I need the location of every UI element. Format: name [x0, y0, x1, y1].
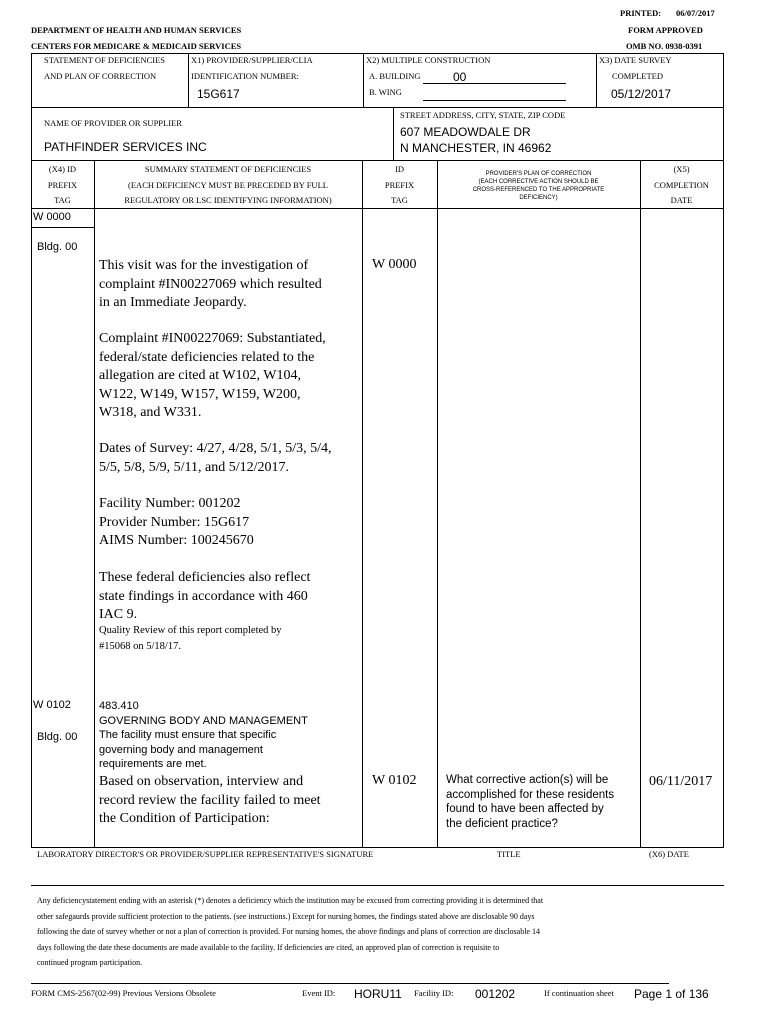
- id-header-3: TAG: [391, 195, 408, 205]
- wing-label: B. WING: [369, 87, 402, 97]
- x4-header-3: TAG: [54, 195, 71, 205]
- x1-label-2: IDENTIFICATION NUMBER:: [191, 71, 299, 81]
- provider-name-label: NAME OF PROVIDER OR SUPPLIER: [44, 118, 182, 128]
- entry1-para3: Dates of Survey: 4/27, 4/28, 5/1, 5/3, 5/4, 5/5, 5/8, 5/9, 5/11, and 5/12/2017.: [99, 441, 332, 475]
- disclosure-notice: Any deficiencystatement ending with an asterisk (*) denotes a deficiency which the institution may be excused from correcting providing it is determined that other safegaurds provide sufficient protection to the patients. (see instructions.) Except for nursing homes, the findings stated above are disclosable 90 days following the date of survey whether or not a plan of correction is provided. For nursing homes, the above findings and plans of correction are disclosable 14 days following the date these documents are made available to the facility. If deficiencies are cited, an approved plan of correction is requisite to continued program participation.: [37, 896, 544, 967]
- entry1-para4: Facility Number: 001202 Provider Number: 15G617 AIMS Number: 100245670: [99, 496, 254, 548]
- summary-header-1: SUMMARY STATEMENT OF DEFICIENCIES: [144, 164, 312, 174]
- entry2-completion-date: 06/11/2017: [649, 774, 713, 789]
- continuation-label: If continuation sheet: [544, 988, 614, 998]
- title-label: TITLE: [497, 849, 521, 859]
- plan-header-1: PROVIDER'S PLAN OF CORRECTION: [485, 171, 592, 177]
- omb-number: OMB NO. 0938-0391: [626, 41, 703, 51]
- form-number: FORM CMS-2567(02-99) Previous Versions Obsolete: [31, 988, 216, 998]
- x4-header-1: (X4) ID: [48, 164, 77, 174]
- entry2-regulation: 483.410 GOVERNING BODY AND MANAGEMENT The facility must ensure that specific governing body and management requirements are met.: [99, 700, 308, 770]
- facility-id-label: Facility ID:: [414, 988, 454, 998]
- director-signature-label: LABORATORY DIRECTOR'S OR PROVIDER/SUPPLIER REPRESENTATIVE'S SIGNATURE: [37, 849, 374, 859]
- x3-label-2: COMPLETED: [612, 71, 663, 81]
- plan-header-2: (EACH CORRECTIVE ACTION SHOULD BE: [478, 179, 599, 185]
- entry2-bldg: Bldg. 00: [37, 731, 78, 743]
- statement-label-1: STATEMENT OF DEFICIENCIES: [44, 55, 166, 65]
- x5-header-1: (X5): [673, 164, 690, 174]
- address-line-2: N MANCHESTER, IN 46962: [400, 141, 552, 155]
- x3-label-1: X3) DATE SURVEY: [599, 55, 672, 65]
- entry2-id-tag: W 0102: [372, 773, 417, 788]
- event-id-value: HORU11: [354, 987, 402, 1001]
- building-value: 00: [453, 70, 467, 84]
- facility-id-value: 001202: [475, 987, 516, 1001]
- x5-header-2: COMPLETION: [654, 180, 709, 190]
- plan-header-3: CROSS-REFERENCED TO THE APPROPRIATE: [472, 187, 605, 193]
- building-label: A. BUILDING: [369, 71, 421, 81]
- id-header-1: ID: [395, 164, 404, 174]
- id-header-2: PREFIX: [384, 180, 415, 190]
- entry1-id-tag: W 0000: [372, 257, 417, 272]
- x5-header-3: DATE: [670, 195, 693, 205]
- x1-value: 15G617: [197, 87, 240, 101]
- entry1-para5: These federal deficiencies also reflect state findings in accordance with 460 IAC 9.: [99, 570, 311, 622]
- x4-header-2: PREFIX: [47, 180, 78, 190]
- summary-header-2: (EACH DEFICIENCY MUST BE PRECEDED BY FULL: [128, 180, 328, 190]
- address-line-1: 607 MEADOWDALE DR: [400, 125, 531, 139]
- address-label: STREET ADDRESS, CITY, STATE, ZIP CODE: [400, 110, 566, 120]
- entry1-para1: This visit was for the investigation of complaint #IN00227069 which resulted in an Immediate Jeopardy.: [99, 258, 322, 310]
- entry2-finding: Based on observation, interview and record review the facility failed to meet the Condition of Participation:: [99, 774, 321, 826]
- centers-title: CENTERS FOR MEDICARE & MEDICAID SERVICES: [31, 41, 242, 51]
- entry1-bldg: Bldg. 00: [37, 241, 78, 253]
- entry1-para2: Complaint #IN00227069: Substantiated, federal/state deficiencies related to the allegation are cited at W102, W104, W122, W149, W157, W159, W200, W318, and W331.: [99, 331, 326, 420]
- page-number: Page 1 of 136: [634, 987, 709, 1001]
- provider-name: PATHFINDER SERVICES INC: [44, 140, 207, 154]
- summary-header-3: REGULATORY OR LSC IDENTIFYING INFORMATION): [124, 195, 332, 205]
- entry2-tag: W 0102: [33, 699, 71, 711]
- statement-label-2: AND PLAN OF CORRECTION: [44, 71, 157, 81]
- x6-date-label: (X6) DATE: [649, 849, 689, 859]
- form-approved: FORM APPROVED: [628, 25, 703, 35]
- entry1-tag: W 0000: [33, 211, 71, 223]
- x1-label-1: X1) PROVIDER/SUPPLIER/CLIA: [191, 55, 313, 65]
- plan-header-4: DEFICIENCY): [519, 195, 558, 201]
- event-id-label: Event ID:: [302, 988, 336, 998]
- department-title: DEPARTMENT OF HEALTH AND HUMAN SERVICES: [31, 25, 242, 35]
- entry1-quality-review: Quality Review of this report completed by #15068 on 5/18/17.: [99, 625, 282, 652]
- x3-value: 05/12/2017: [611, 87, 672, 101]
- x2-label: X2) MULTIPLE CONSTRUCTION: [366, 55, 491, 65]
- printed-label: PRINTED:: [620, 8, 662, 18]
- entry2-corrective-action: What corrective action(s) will be accomplished for these residents found to have been affected by the deficient practice?: [446, 774, 615, 830]
- printed-date: 06/07/2017: [676, 8, 715, 18]
